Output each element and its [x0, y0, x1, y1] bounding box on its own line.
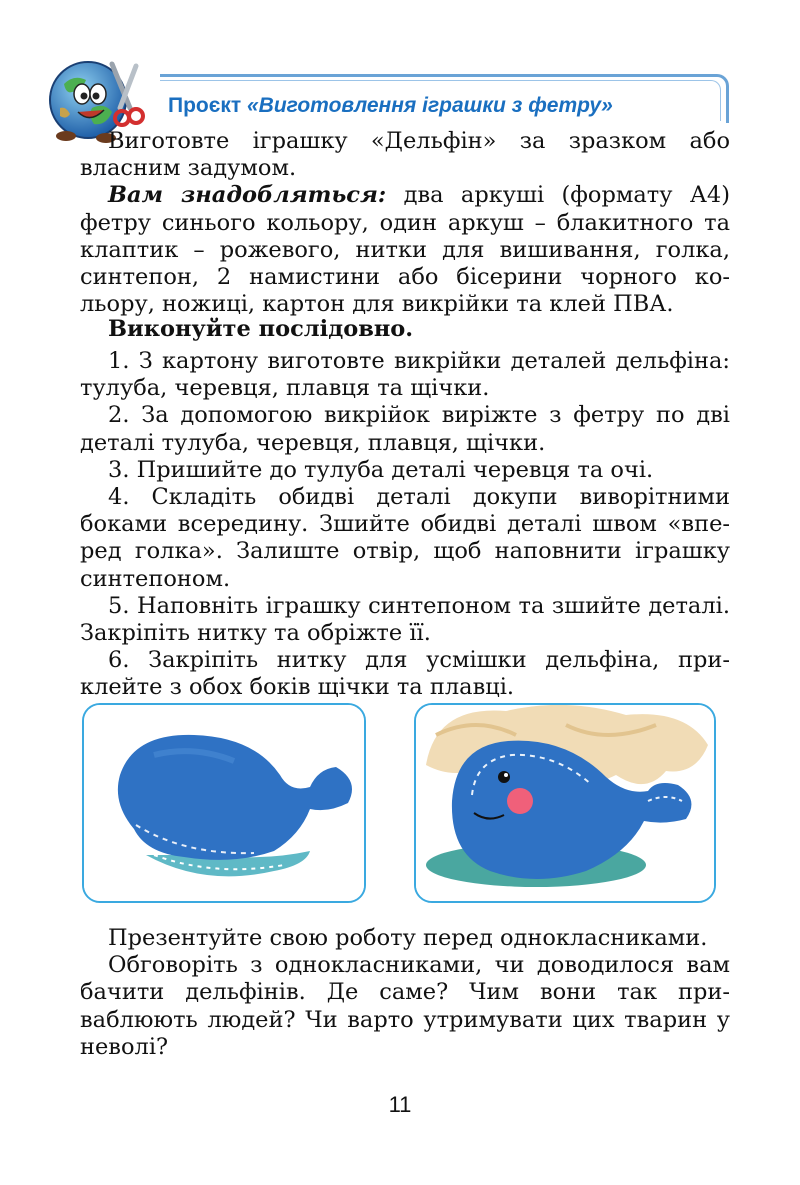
- materials-text: два аркуші (формату А4) фетру синього кольору, один аркуш – блакитного та клаптик – рожевого, нитки для вишивання, голка, синтепон, 2 намистини або бісерини чорного кольору, ножиці, картон для викрійки та клей ПВА.: [80, 182, 730, 318]
- step-item: 2. За допомогою викрійок виріжте з фетру по дві деталі тулуба, черевця, плавця, щічки.: [80, 402, 730, 456]
- step-item: 6. Закріпіть нитку для усмішки дельфіна, приклейте з обох боків щічки та плавці.: [80, 647, 730, 701]
- felt-dolphin-stuffed-image: [416, 705, 714, 901]
- title-project-name: «Виготовлення іграшки з фетру»: [246, 94, 613, 117]
- closing-paragraph: Обговоріть з однокласниками, чи доводилося вам бачити дельфінів. Де саме? Чим вони так приваблюють людей? Чи варто утримувати цих тварин у неволі?: [80, 952, 730, 1060]
- step-item: 5. Наповніть іграшку синтепоном та зшийте деталі. Закріпіть нитку та обріжте її.: [80, 592, 730, 647]
- steps-heading: Виконуйте послідовно.: [108, 316, 414, 342]
- steps-block: [80, 316, 730, 343]
- steps-list: [80, 348, 730, 702]
- felt-dolphin-flat-image: [84, 705, 364, 901]
- closing-block: [80, 925, 730, 1061]
- intro-block: [80, 128, 730, 318]
- photo-felt-dolphin-flat: [82, 703, 366, 903]
- page-number: 11: [388, 1092, 412, 1117]
- step-item: 4. Складіть обидві деталі докупи виворітними боками всередину. Зшийте обидві деталі швом «вперед голка». Залиште отвір, щоб наповнити іграшку синтепоном.: [80, 484, 730, 592]
- page-title: [168, 94, 613, 118]
- intro-paragraph: Виготовте іграшку «Дельфін» за зразком або власним задумом.: [80, 128, 730, 182]
- step-item: 1. З картону виготовте викрійки деталей дельфіна: тулуба, черевця, плавця та щічки.: [80, 348, 730, 402]
- step-item: 3. Пришийте до тулуба деталі черевця та очі.: [108, 456, 654, 483]
- materials-paragraph: [80, 182, 730, 318]
- photo-felt-dolphin-stuffed: [414, 703, 716, 903]
- materials-label: Вам знадобляться:: [108, 182, 387, 209]
- closing-paragraph: Презентуйте свою роботу перед однокласниками.: [108, 925, 708, 951]
- title-prefix: Проєкт: [168, 94, 247, 117]
